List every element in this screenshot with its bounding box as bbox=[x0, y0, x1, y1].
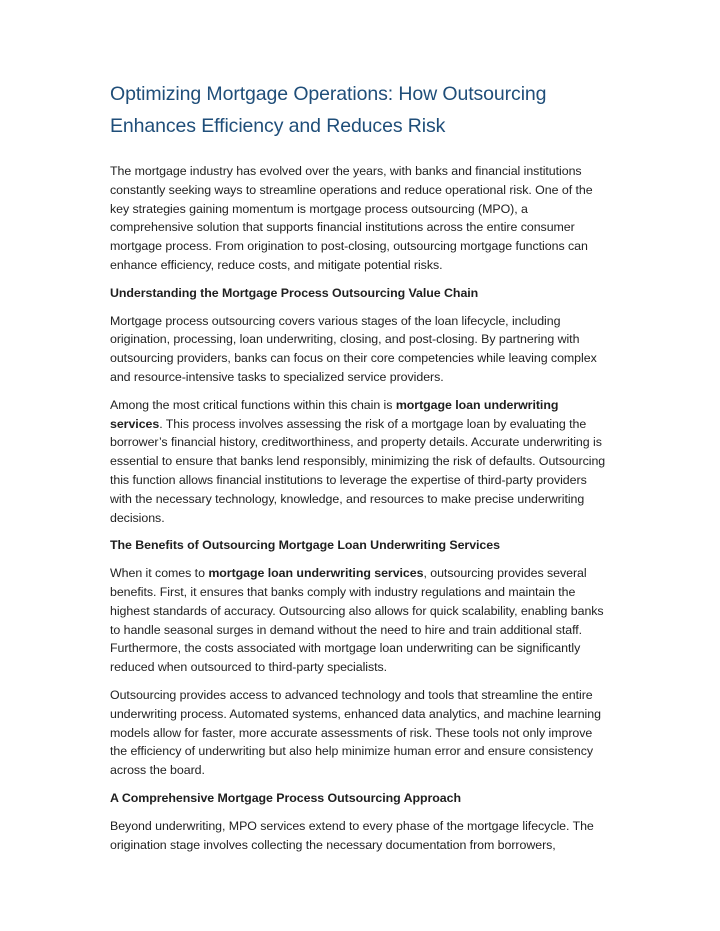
paragraph-text: Among the most critical functions within this chain is bbox=[110, 397, 396, 412]
section-heading-approach: A Comprehensive Mortgage Process Outsourcing Approach bbox=[110, 790, 462, 805]
approach-paragraph-1: Beyond underwriting, MPO services extend to every phase of the mortgage lifecycle. The origination stage involves collecting the necessary documentation from borrowers, bbox=[110, 818, 594, 852]
document-page bbox=[110, 78, 610, 863]
paragraph-text: . This process involves assessing the risk of a mortgage loan by evaluating the borrower’s financial history, creditworthiness, and property details. Accurate underwriting is essential to ensure that banks lend responsibly, minimizing the risk of defaults. Outsourcing this function allows financial institutions to leverage the expertise of third-party providers with the necessary technology, knowledge, and resources to make precise underwriting decisions. bbox=[110, 416, 606, 525]
document-title: Optimizing Mortgage Operations: How Outsourcing Enhances Efficiency and Reduces Risk bbox=[110, 83, 547, 137]
paragraph-text: , outsourcing provides several benefits. First, it ensures that banks comply with industry regulations and maintain the highest standards of accuracy. Outsourcing also allows for quick scalability, enabling banks to handle seasonal surges in demand without the need to hire and train additional staff. Furthermore, the costs associated with mortgage loan underwriting can be significantly reduced when outsourced to third-party specialists. bbox=[110, 566, 604, 675]
value-chain-paragraph-1: Mortgage process outsourcing covers various stages of the loan lifecycle, including origination, processing, loan underwriting, closing, and post-closing. By partnering with outsourcing providers, banks can focus on their core competencies while leaving complex and resource-intensive tasks to specialized service providers. bbox=[110, 313, 597, 384]
value-chain-paragraph-2 bbox=[110, 396, 610, 528]
benefits-paragraph-1 bbox=[110, 564, 610, 677]
benefits-paragraph-2: Outsourcing provides access to advanced technology and tools that streamline the entire underwriting process. Automated systems, enhanced data analytics, and machine learning models allow for faster, more accurate assessments of risk. These tools not only improve the efficiency of underwriting but also help minimize human error and ensure consistency across the board. bbox=[110, 687, 601, 778]
section-heading-benefits: The Benefits of Outsourcing Mortgage Loan Underwriting Services bbox=[110, 538, 500, 553]
paragraph-text: When it comes to bbox=[110, 566, 209, 581]
section-heading-value-chain: Understanding the Mortgage Process Outsourcing Value Chain bbox=[110, 285, 479, 300]
bold-term: mortgage loan underwriting services bbox=[110, 397, 559, 431]
bold-term: mortgage loan underwriting services bbox=[208, 566, 424, 581]
intro-paragraph: The mortgage industry has evolved over the years, with banks and financial institutions constantly seeking ways to streamline operations and reduce operational risk. One of the key strategies gaining momentum is mortgage process outsourcing (MPO), a comprehensive solution that supports financial institutions across the entire consumer mortgage process. From origination to post-closing, outsourcing mortgage functions can enhance efficiency, reduce costs, and mitigate potential risks. bbox=[110, 164, 593, 272]
